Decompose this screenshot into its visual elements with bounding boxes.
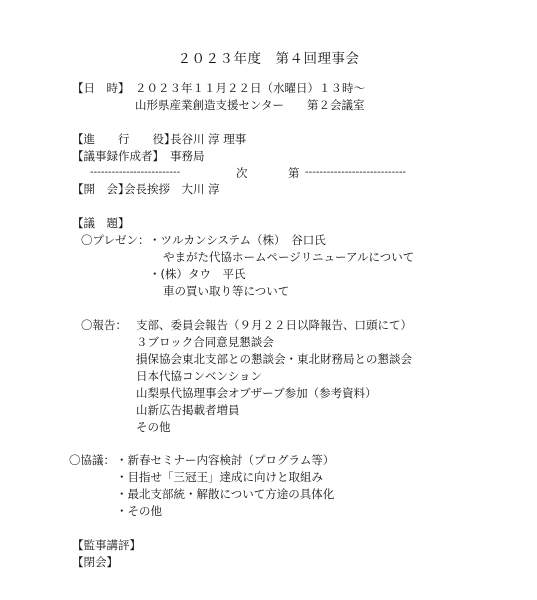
reports-label: 〇報告： xyxy=(81,318,127,332)
presentation-item: 車の買い取り等について xyxy=(163,284,290,298)
discussion-item: ・最北支部統・解散について方途の具体化 xyxy=(116,487,335,501)
report-item: 支部、委員会報告（９月２２日以降報告、口頭にて） xyxy=(136,318,412,332)
order-right-dashes: ---------------------------- xyxy=(305,167,407,178)
closing-heading: 【閉会】 xyxy=(72,555,118,569)
report-item: 損保協会東北支部との懇談会・東北財務局との懇談会 xyxy=(136,352,412,366)
report-item: 日本代協コンベンション xyxy=(136,369,262,383)
presentation-label: 〇プレゼン： xyxy=(81,233,150,247)
date-label: 【日 時】 xyxy=(72,81,130,95)
report-item: ３ブロック合同意見懇談会 xyxy=(136,335,274,349)
order-word-1: 次 xyxy=(236,166,248,180)
minutes-value: 事務局 xyxy=(170,149,205,163)
date-value: ２０２３年１１月２２日（水曜日）１３時～ xyxy=(135,81,365,95)
presentation-item: ・(株）タウ 平氏 xyxy=(149,267,246,281)
report-item: 山新広告掲載者増員 xyxy=(136,403,240,417)
report-item: その他 xyxy=(136,420,171,434)
opening-value: 会長挨拶 大川 淳 xyxy=(124,182,220,196)
opening-label: 【開 会】 xyxy=(72,182,130,196)
discussion-item: ・その他 xyxy=(116,504,162,518)
document-title: ２０２３年度 第４回理事会 xyxy=(177,51,360,67)
chair-value: 長谷川 淳 理事 xyxy=(170,132,247,146)
presentation-item: やまがた代協ホームページリニューアルについて xyxy=(163,250,415,264)
report-item: 山梨県代協理事会オブザーブ参加（参考資料） xyxy=(136,386,377,400)
order-word-2: 第 xyxy=(288,166,300,180)
place-value: 山形県産業創造支援センター 第２会議室 xyxy=(135,98,365,112)
order-left-dashes: ------------------------- xyxy=(90,167,181,178)
agenda-label: 【議 題】 xyxy=(72,216,130,230)
minutes-label: 【議事録作成者】 xyxy=(72,149,164,163)
chair-label: 【進 行 役】 xyxy=(72,132,176,146)
auditor-review-heading: 【監事講評】 xyxy=(72,538,141,552)
discussion-item: ・目指せ「三冠王」達成に向けと取組み xyxy=(116,470,323,484)
discussion-item: ・新春セミナー内容検討（プログラム等） xyxy=(116,453,335,467)
discussion-label: 〇協議： xyxy=(69,453,115,467)
presentation-item: ・ツルカンシステム（株） 谷口氏 xyxy=(149,233,326,247)
